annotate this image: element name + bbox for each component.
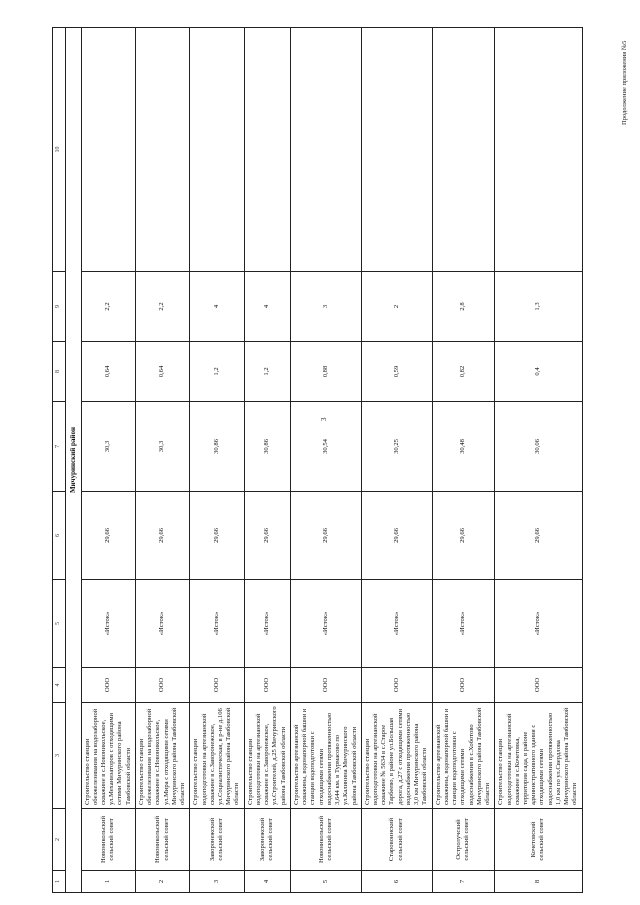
company-name-cell: «Исток»: [361, 580, 432, 668]
org-form-cell: ООО: [432, 668, 495, 703]
value-col10-cell: [244, 28, 290, 272]
org-form-cell: ООО: [495, 668, 582, 703]
row-number: 2: [135, 871, 189, 893]
value-col7-cell: 30,86: [244, 402, 290, 492]
col-number: 9: [53, 272, 66, 342]
value-col7-cell: 30,48: [432, 402, 495, 492]
value-col10-cell: [81, 28, 135, 272]
value-col8-cell: 0,64: [135, 342, 189, 402]
row-number: 6: [361, 871, 432, 893]
company-name-cell: «Исток»: [432, 580, 495, 668]
value-col9-cell: 4: [244, 272, 290, 342]
value-col10-cell: [432, 28, 495, 272]
value-col10-cell: [361, 28, 432, 272]
value-col7-cell: 30,86: [190, 402, 244, 492]
table-row: [361, 28, 432, 893]
object-description-cell: Строительство артезианской скважины, водонапорной башни и станции водоподготовки с отходящими сетями водоснабжения протяженностью 3,644 км. в Турмасово по ул.Калинина Мичуринского района Тамбовской области: [290, 703, 361, 809]
col-number: 6: [53, 492, 66, 580]
value-col6-cell: 29,66: [432, 492, 495, 580]
settlement-cell: Заворонежский сельский совет: [190, 809, 244, 871]
org-form-cell: ООО: [290, 668, 361, 703]
object-description-cell: Строительство артезианской скважины, водонапорной башни и станции водоподготовки с отходящими сетями водоснабжения в с.Хоботово Мичуринского района Тамбовской области: [432, 703, 495, 809]
value-col9-cell: 2,8: [432, 272, 495, 342]
object-description-cell: Строительство станции водоподготовки на артезианской скважине № 5634 в с.Старое Тарбеево, в районе ул.Большая дорога, д.27 с отходящими сетями водоснабжения протяженностью 3,0 км Мичуринского района Тамбовской области: [361, 703, 432, 809]
value-col10-cell: [190, 28, 244, 272]
value-col10-cell: [290, 28, 361, 272]
org-form-cell: ООО: [244, 668, 290, 703]
settlement-cell: Старовоинский сельский совет: [361, 809, 432, 871]
value-col7-cell: 30,25: [361, 402, 432, 492]
value-col8-cell: 0,82: [432, 342, 495, 402]
value-col6-cell: 29,66: [244, 492, 290, 580]
table-row: [81, 28, 135, 893]
value-col7-cell: 30,3: [135, 402, 189, 492]
region-row: [65, 28, 81, 893]
table-row: [190, 28, 244, 893]
col-number: 10: [53, 28, 66, 272]
value-col6-cell: 29,66: [81, 492, 135, 580]
region-label: Мичуринский район: [65, 28, 81, 893]
col-number: 8: [53, 342, 66, 402]
value-col10-cell: [135, 28, 189, 272]
value-col9-cell: 2: [361, 272, 432, 342]
value-col8-cell: 0,59: [361, 342, 432, 402]
company-name-cell: «Исток»: [244, 580, 290, 668]
row-number: 5: [290, 871, 361, 893]
company-name-cell: «Исток»: [190, 580, 244, 668]
company-name-cell: «Исток»: [135, 580, 189, 668]
org-form-cell: ООО: [361, 668, 432, 703]
company-name-cell: «Исток»: [81, 580, 135, 668]
table-row: [432, 28, 495, 893]
value-col7-cell: 30,3: [81, 402, 135, 492]
page-number: 3: [320, 417, 328, 421]
value-col8-cell: 0,4: [495, 342, 582, 402]
settlement-cell: Новоникольский сельский совет: [81, 809, 135, 871]
row-number: 4: [244, 871, 290, 893]
col-number: 4: [53, 668, 66, 703]
org-form-cell: ООО: [81, 668, 135, 703]
value-col10-cell: [495, 28, 582, 272]
row-number: 8: [495, 871, 582, 893]
col-number: 3: [53, 703, 66, 809]
table-row: [244, 28, 290, 893]
rotated-table-wrapper: [52, 28, 579, 893]
value-col9-cell: 1,3: [495, 272, 582, 342]
value-col6-cell: 29,66: [290, 492, 361, 580]
value-col6-cell: 29,66: [361, 492, 432, 580]
table-row: [290, 28, 361, 893]
value-col6-cell: 29,66: [135, 492, 189, 580]
row-number: 7: [432, 871, 495, 893]
col-number: 7: [53, 402, 66, 492]
row-number: 3: [190, 871, 244, 893]
value-col9-cell: 2,2: [135, 272, 189, 342]
value-col7-cell: 30,06: [495, 402, 582, 492]
value-col6-cell: 29,66: [190, 492, 244, 580]
col-number: 1: [53, 871, 66, 893]
value-col9-cell: 3: [290, 272, 361, 342]
object-description-cell: Строительство станции водоподготовки на артезианской скважине в с.Заворонежское, ул.Социалистическая, в р-не д.106 Мичуринского района Тамбовской области: [190, 703, 244, 809]
object-description-cell: Строительство станции обезжелезивания на водозаборной скважине в с.Новоникольское, ул.Мира с отходящими сетями Мичуринского района Тамбовской области: [135, 703, 189, 809]
table-row: [135, 28, 189, 893]
col-number: 2: [53, 809, 66, 871]
value-col9-cell: 4: [190, 272, 244, 342]
value-col7-cell: 30,54: [290, 402, 361, 492]
value-col9-cell: 2,2: [81, 272, 135, 342]
settlement-cell: Новоникольский сельский совет: [135, 809, 189, 871]
continuation-note: Продолжение приложения №5: [621, 40, 628, 125]
settlement-cell: Кочетовский сельский совет: [495, 809, 582, 871]
org-form-cell: ООО: [190, 668, 244, 703]
table-row: [495, 28, 582, 893]
col-number: 5: [53, 580, 66, 668]
data-table: [52, 27, 583, 893]
value-col6-cell: 29,66: [495, 492, 582, 580]
settlement-cell: Новоникольский сельский совет: [290, 809, 361, 871]
settlement-cell: Остролучский сельский совет: [432, 809, 495, 871]
row-number: 1: [81, 871, 135, 893]
value-col8-cell: 1,2: [190, 342, 244, 402]
value-col8-cell: 1,2: [244, 342, 290, 402]
value-col8-cell: 0,64: [81, 342, 135, 402]
object-description-cell: Строительство станции водоподготовки на артезианской скважине в с.Заворонежское, ул.Строителей, д.25 Мичуринского района Тамбовской области: [244, 703, 290, 809]
object-description-cell: Строительство станции водоподготовки на артезианской скважине в с.Кочетовка, территория сада, в районе административного здания с отходящими сетями водоснабжения протяженностью 1,0 км по ул.Свердлова Мичуринского района Тамбовской области: [495, 703, 582, 809]
company-name-cell: «Исток»: [495, 580, 582, 668]
company-name-cell: «Исток»: [290, 580, 361, 668]
value-col8-cell: 0,88: [290, 342, 361, 402]
settlement-cell: Заворонежский сельский совет: [244, 809, 290, 871]
object-description-cell: Строительство станции обезжелезивания на водозаборной скважине в с.Новоникольское, ул.Механизаторов с отходящими сетями Мичуринского района Тамбовской области: [81, 703, 135, 809]
column-number-row: [53, 28, 66, 893]
org-form-cell: ООО: [135, 668, 189, 703]
